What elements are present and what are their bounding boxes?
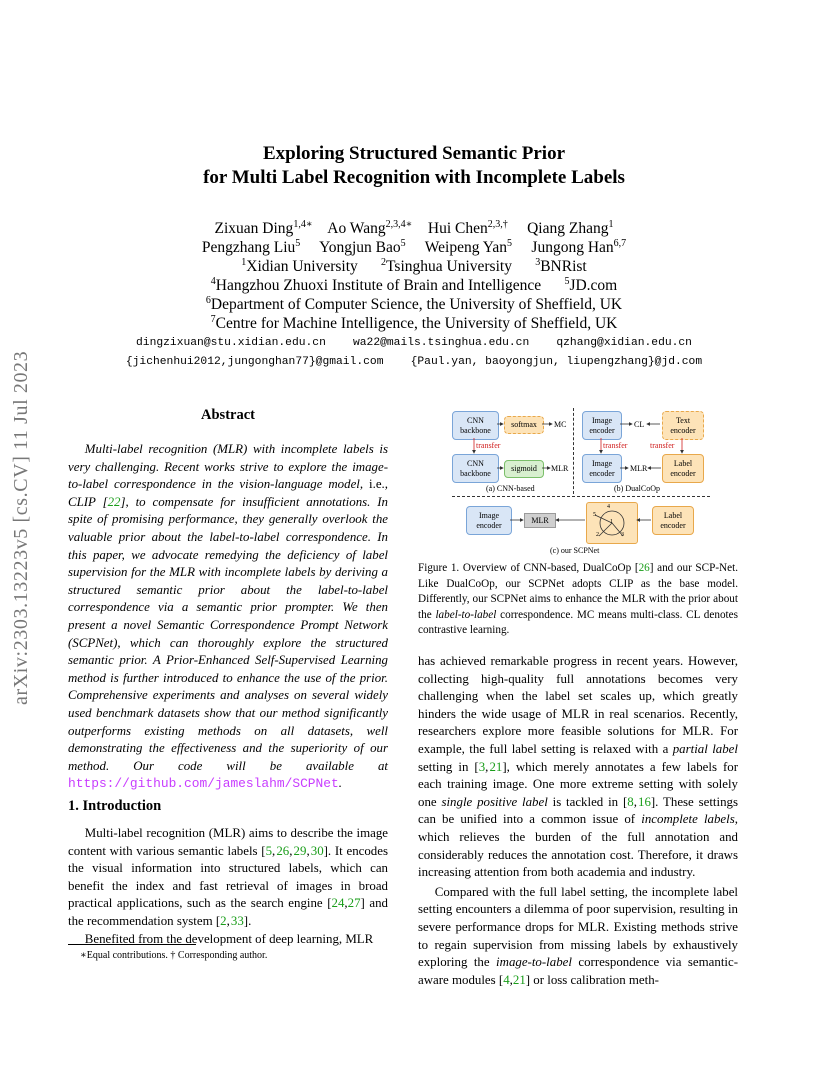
author-sup: 5 bbox=[295, 237, 301, 249]
body-text: Compared with the full label setting, the incomplete label setting encounters a dilemma of poor supervision, resulting in severe performance drops for MLR. Existing methods strive to regain supervision from missing labels by exhaustively exploring the bbox=[418, 884, 738, 970]
paragraph: Compared with the full label setting, the incomplete label setting encounters a dilemma of poor supervision, resulting in severe performance drops for MLR. Existing methods strive to regain supervision from missing labels by exhaustively exploring the image-to-label correspondence via semantic-aware modules [4,21] or loss calibration meth- bbox=[418, 884, 738, 987]
author-sup: 1,4∗ bbox=[293, 218, 313, 230]
intro-text: ]. It encodes the visual information into structured labels, which can benefit the index and fast retrieval of images in broad practical applications, such as the search engine [ bbox=[68, 843, 388, 911]
footnote-rule bbox=[68, 944, 196, 945]
citation-link[interactable]: 26 bbox=[638, 562, 650, 574]
citation-link[interactable]: 3 bbox=[478, 759, 486, 774]
graph-node: 5 bbox=[593, 512, 596, 518]
affiliation-sup: 2 bbox=[381, 256, 387, 268]
intro-body: Multi-label recognition (MLR) aims to describe the image content with various semantic labels [5, 26, 29, 30]. It encodes the visual information into structured labels, which can benefit the index and fast retrieval of images in broad practical applications, such as the search engine [24,27] and the recommendation system [2, 33]. Benefited from the development of deep learning, MLR bbox=[68, 825, 388, 948]
citation-link[interactable]: 5 bbox=[265, 843, 273, 858]
graph-node: 1 bbox=[610, 519, 613, 525]
citation-link[interactable]: 22 bbox=[107, 494, 121, 509]
cnn-backbone-box: CNN backbone bbox=[452, 454, 499, 483]
author-sup: 5 bbox=[507, 237, 513, 249]
text-encoder-box: Text encoder bbox=[662, 411, 704, 440]
figure-arrows bbox=[446, 408, 714, 558]
author-sup: 2,3,4∗ bbox=[385, 218, 413, 230]
abstract-text: . bbox=[338, 776, 342, 791]
citation-link[interactable]: 8 bbox=[627, 794, 634, 809]
body-emphasis: incomplete labels bbox=[641, 812, 735, 827]
abstract-text: i.e. bbox=[369, 477, 385, 492]
mlr-label: MLR bbox=[551, 464, 569, 473]
mc-label: MC bbox=[554, 420, 567, 429]
caption-text: Figure 1. Overview of CNN-based, DualCoOp [ bbox=[418, 562, 639, 574]
abstract-text: ], to compensate for insufficient annotations. In spite of promising performance, they generally overlook the valuable prior about the label-to-label correspondence. In this paper, we advocate remedying the deficiency of label supervision for the MLR with incomplete labels by deriving a structured semantic prior about the label-to-label correspondence via a semantic prior prompter. We then present a novel Semantic Correspondence Prompt Network (SCPNet), which can thoroughly explore the structured semantic prior. A Prior-Enhanced Self-Supervised Learning method is further introduced to enhance the use of the prior. Comprehensive experiments and analyses on several widely used benchmark datasets show that our method significantly outperforms existing methods on all datasets, well demonstrating the effectiveness and the superiority of our method. Our code will be available at bbox=[68, 494, 388, 773]
figure-1-caption bbox=[418, 561, 738, 639]
intro-heading: 1. Introduction bbox=[68, 798, 162, 814]
author-name: Pengzhang Liu bbox=[201, 239, 296, 256]
citation-link[interactable]: 24 bbox=[331, 896, 345, 911]
affiliation-row-1 bbox=[0, 257, 828, 276]
author-name: Hui Chen bbox=[427, 220, 488, 237]
abstract-body bbox=[68, 441, 388, 793]
image-encoder-box: Image encoder bbox=[466, 506, 512, 535]
body-text: has achieved remarkable progress in recent years. However, collecting high-quality full annotations becomes very challenging when the label set scales up, which greatly hinders the wide usage of MLR in real scenarios. Recently, researchers explore more feasible solutions for MLR. For example, the full label setting is relaxed with a bbox=[418, 654, 738, 756]
affiliation: BNRist bbox=[540, 258, 587, 275]
paper-title bbox=[0, 142, 828, 190]
subfigure-c-caption: (c) our SCPNet bbox=[550, 546, 600, 555]
citation-link[interactable]: 33 bbox=[230, 913, 244, 928]
sigmoid-box: sigmoid bbox=[504, 460, 544, 478]
citation-link[interactable]: 2 bbox=[220, 913, 227, 928]
label-encoder-box: Label encoder bbox=[652, 506, 694, 535]
body-text: is tackled in [ bbox=[547, 794, 628, 809]
email: dingzixuan@stu.xidian.edu.cn bbox=[136, 337, 326, 349]
affiliation: Tsinghua University bbox=[386, 258, 512, 275]
cnn-backbone-box: CNN backbone bbox=[452, 411, 499, 440]
code-url-link[interactable]: https://github.com/jameslahm/SCPNet bbox=[68, 776, 339, 792]
author-row-2 bbox=[0, 238, 828, 257]
author-sup: 5 bbox=[400, 237, 406, 249]
citation-link[interactable]: 26 bbox=[276, 843, 290, 858]
affiliation-sup: 4 bbox=[210, 275, 216, 287]
title-line-2: for Multi Label Recognition with Incomplete Labels bbox=[203, 167, 625, 188]
figure-1 bbox=[446, 408, 714, 558]
image-encoder-box: Image encoder bbox=[582, 454, 622, 483]
label-encoder-box: Label encoder bbox=[662, 454, 704, 483]
caption-emphasis: label-to-label bbox=[435, 608, 497, 621]
author-row-1 bbox=[0, 219, 828, 238]
citation-link[interactable]: 21 bbox=[489, 759, 503, 774]
email: {Paul.yan, baoyongjun, liupengzhang}@jd.com bbox=[410, 356, 703, 368]
author-sup: 2,3,† bbox=[487, 218, 508, 230]
author-sup: 6,7 bbox=[613, 237, 627, 249]
abstract-heading: Abstract bbox=[201, 407, 255, 423]
affiliation: JD.com bbox=[569, 277, 618, 294]
affiliation-sup: 5 bbox=[564, 275, 570, 287]
affiliation-sup: 6 bbox=[205, 294, 211, 306]
citation-link[interactable]: 27 bbox=[347, 896, 361, 911]
arxiv-identifier: arXiv:2303.13223v5 [cs.CV] 11 Jul 2023 bbox=[10, 350, 32, 705]
affiliation-sup: 1 bbox=[241, 256, 247, 268]
author-name: Jungong Han bbox=[531, 239, 614, 256]
image-encoder-box: Image encoder bbox=[582, 411, 622, 440]
right-column-body: has achieved remarkable progress in recent years. However, collecting high-quality full annotations becomes very challenging when the label set scales up, which greatly hinders the wide usage of MLR in real scenarios. Recently, researchers explore more feasible solutions for MLR. For example, the full label setting is relaxed with a partial label setting in [3, 21], which merely annotates a few labels for each training image. One more extreme setting with solely one single positive label is tackled in [8, 16]. These settings can be unified into a common issue of incomplete labels, which relieves the burden of the full annotation and considerably reduces the annotation cost. Therefore, it draws increasing attention from both academia and industry. Compared with the full label setting, the incomplete label setting encounters a dilemma of poor supervision, resulting in severe performance drops for MLR. Existing methods strive to regain supervision from missing labels by exhaustively exploring the image-to-label correspondence via semantic-aware modules [4,21] or loss calibration meth- bbox=[418, 653, 738, 989]
email-row-2 bbox=[0, 353, 828, 372]
email: {jichenhui2012,jungonghan77}@gmail.com bbox=[125, 356, 384, 368]
transfer-label: transfer bbox=[650, 441, 675, 450]
body-text: ]. These settings can be unified into a common issue of bbox=[418, 794, 738, 827]
email-row-1 bbox=[0, 334, 828, 353]
body-text: ] or loss calibration meth- bbox=[525, 972, 659, 987]
body-text: ], which merely annotates a few labels for each training image. One more extreme setting with solely one bbox=[418, 759, 738, 809]
citation-link[interactable]: 29 bbox=[293, 843, 307, 858]
author-name: Zixuan Ding bbox=[214, 220, 294, 237]
mlr-box: MLR bbox=[524, 513, 556, 528]
affiliation-row-3 bbox=[0, 295, 828, 314]
affiliation: Xidian University bbox=[246, 258, 358, 275]
body-text: setting in [ bbox=[418, 759, 479, 774]
subfigure-b-caption: (b) DualCoOp bbox=[614, 484, 660, 493]
intro-text: Benefited from the development of deep learning, MLR bbox=[84, 931, 374, 946]
subfigure-a-caption: (a) CNN-based bbox=[486, 484, 535, 493]
caption-text: ] and our SCP-Net. Like DualCoOp, our SCPNet adopts CLIP as the base model. Differently, our SCPNet aims to enhance the MLR with the prior about the bbox=[418, 562, 738, 621]
body-text: , which relieves the burden of the full annotation and considerably reduces the annotation cost. Therefore, it draws increasing attention from both academia and industry. bbox=[418, 812, 738, 880]
body-emphasis: image-to-label bbox=[496, 955, 572, 970]
affiliation-sup: 3 bbox=[535, 256, 541, 268]
intro-text: Multi-label recognition (MLR) aims to describe the image content with various semantic labels [ bbox=[68, 826, 388, 858]
caption-text: correspondence. MC means multi-class. CL denotes contrastive learning. bbox=[418, 608, 738, 637]
graph-node: 3 bbox=[621, 532, 624, 538]
author-sup: 1 bbox=[608, 218, 614, 230]
citation-link[interactable]: 30 bbox=[310, 843, 324, 858]
affiliation: Hangzhou Zhuoxi Institute of Brain and Intelligence bbox=[215, 277, 542, 294]
affiliation: Department of Computer Science, the University of Sheffield, UK bbox=[210, 296, 623, 313]
affiliation-row-2 bbox=[0, 276, 828, 295]
graph-node: 4 bbox=[607, 504, 610, 510]
citation-link[interactable]: 21 bbox=[512, 972, 526, 987]
mlr-label: MLR bbox=[630, 464, 648, 473]
citation-link[interactable]: 16 bbox=[638, 794, 651, 809]
author-name: Qiang Zhang bbox=[527, 220, 609, 237]
author-name: Weipeng Yan bbox=[424, 239, 508, 256]
body-emphasis: partial label bbox=[672, 741, 738, 756]
transfer-label: transfer bbox=[603, 441, 628, 450]
abstract-text: , CLIP [ bbox=[68, 477, 388, 509]
author-name: Yongjun Bao bbox=[319, 239, 401, 256]
softmax-box: softmax bbox=[504, 416, 544, 434]
intro-text: ] and the recommendation system [ bbox=[68, 896, 388, 928]
title-line-1: Exploring Structured Semantic Prior bbox=[262, 143, 566, 164]
transfer-label: transfer bbox=[476, 441, 501, 450]
body-text: correspondence via semantic-aware modules [ bbox=[418, 955, 738, 987]
abstract-text: Multi-label recognition (MLR) with incomplete labels is very challenging. Recent works strive to explore the image-to-label correspondence in the vision-language model, bbox=[68, 442, 388, 492]
affiliation-row-4 bbox=[0, 314, 828, 333]
email: wa22@mails.tsinghua.edu.cn bbox=[352, 337, 530, 349]
citation-link[interactable]: 4 bbox=[503, 972, 510, 987]
intro-text: ]. bbox=[243, 913, 252, 928]
affiliation: Centre for Machine Intelligence, the University of Sheffield, UK bbox=[215, 315, 618, 332]
body-emphasis: single positive label bbox=[441, 794, 548, 809]
email: qzhang@xidian.edu.cn bbox=[556, 337, 692, 349]
graph-node: 2 bbox=[596, 532, 599, 538]
cl-label: CL bbox=[634, 420, 645, 429]
author-name: Ao Wang bbox=[327, 220, 386, 237]
footnote: ∗Equal contributions. † Corresponding author. bbox=[80, 950, 268, 961]
affiliation-sup: 7 bbox=[210, 313, 216, 325]
